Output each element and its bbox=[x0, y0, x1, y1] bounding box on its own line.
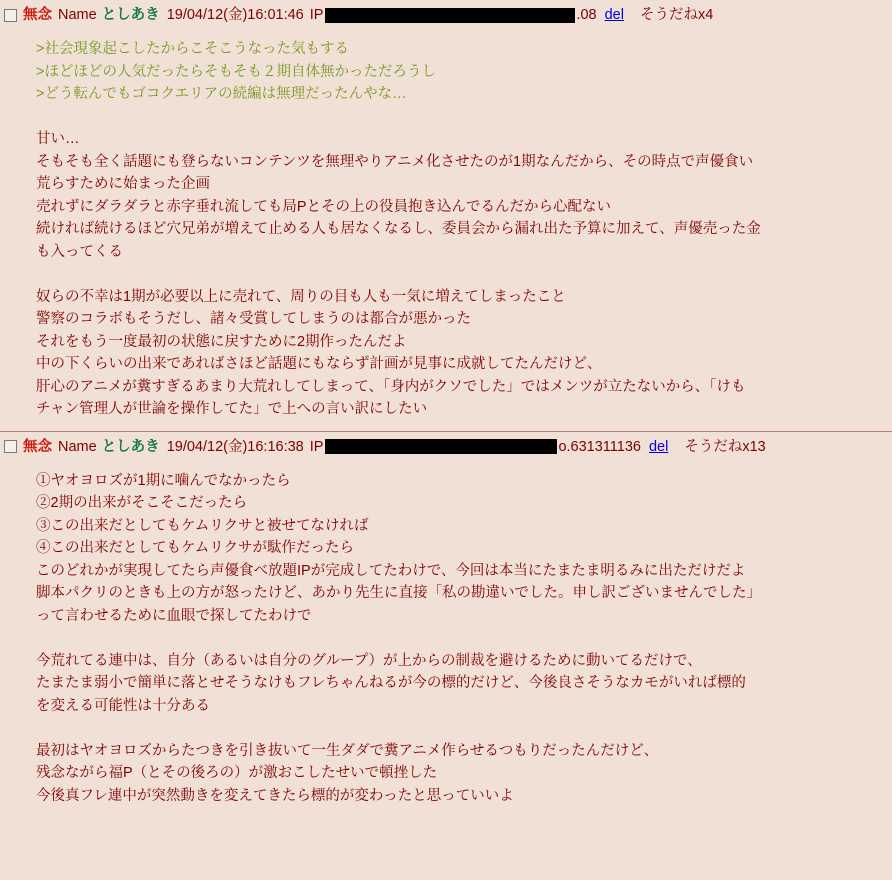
post-line: チャン管理人が世論を操作してた」で上への言い訳にしたい bbox=[36, 401, 428, 417]
post-line: 最初はヤオヨロズからたつきを引き抜いて一生ダダで糞アニメ作らせるつもりだったんだけど、 bbox=[36, 742, 659, 759]
post-line: >ほどほどの人気だったらそもそも２期自体無かっただろうし bbox=[36, 63, 436, 80]
post bbox=[0, 0, 892, 431]
post-line: ③この出来だとしてもケムリクサと被せてなければ bbox=[36, 517, 369, 534]
post-ip-tail: .08 bbox=[576, 7, 597, 23]
post-header bbox=[0, 432, 892, 460]
post-line: そもそも全く話題にも登らないコンテンツを無理やりアニメ化させたのが1期なんだから、その時点で声優食い bbox=[36, 153, 754, 170]
post-line: たまたま弱小で簡単に落とせそうなけもフレちゃんねるが今の標的だけど、今後良さそうなカモがいれば標的 bbox=[36, 675, 746, 691]
post-name-label: Name bbox=[58, 7, 97, 23]
post-datetime: 19/04/12(金)16:01:46 bbox=[166, 7, 304, 23]
post-line: 肝心のアニメが糞すぎるあまり大荒れしてしまって、「身内がクソでした」ではメンツが立たないから、「けも bbox=[36, 378, 746, 395]
post-line: を変える可能性は十分ある bbox=[36, 697, 210, 714]
post-line: それをもう一度最初の状態に戻すために2期作ったんだよ bbox=[36, 333, 407, 350]
post-line: >社会現象起こしたからこそこうなった気もする bbox=[36, 41, 349, 57]
post-line: 今荒れてる連中は、自分（あるいは自分のグループ）が上からの制裁を避けるために動いてるだけで、 bbox=[36, 652, 702, 669]
post-line: 荒らすために始まった企画 bbox=[36, 176, 210, 192]
post-line: ②2期の出来がそこそこだったら bbox=[36, 495, 248, 511]
post-blank-line bbox=[36, 627, 892, 650]
post-blank-line bbox=[36, 263, 892, 286]
checkbox-unchecked-icon[interactable] bbox=[4, 440, 17, 453]
post-line: ①ヤオヨロズが1期に噛んでなかったら bbox=[36, 472, 291, 489]
post-line: 奴らの不幸は1期が必要以上に売れて、周りの目も人も一気に増えてしまったこと bbox=[36, 288, 566, 305]
post-line: 中の下くらいの出来であればさほど話題にもならず計画が見事に成就してたんだけど、 bbox=[36, 356, 602, 372]
post-datetime: 19/04/12(金)16:16:38 bbox=[166, 438, 304, 455]
post-line: も入ってくる bbox=[36, 243, 123, 260]
post-blank-line bbox=[36, 106, 892, 129]
post-ip-tail: o.631311136 bbox=[558, 438, 641, 455]
post-blank-line bbox=[36, 717, 892, 740]
post-body bbox=[0, 28, 892, 431]
post-author: としあき bbox=[101, 438, 160, 455]
post-header bbox=[0, 0, 892, 28]
post-ip-label: IP bbox=[309, 438, 324, 455]
post-line: 続ければ続けるほど穴兄弟が増えて止める人も居なくなるし、委員会から漏れ出た予算に加えて、声優売った金 bbox=[36, 221, 761, 237]
post-author: としあき bbox=[101, 7, 160, 23]
post-subject: 無念 bbox=[23, 438, 52, 455]
post-line: このどれかが実現してたら声優食べ放題IPが完成してたわけで、今回は本当にたまたま明るみに出ただけだよ bbox=[36, 562, 746, 579]
sodane-counter[interactable]: そうだねx4 bbox=[639, 7, 714, 23]
ip-redaction-bar bbox=[325, 439, 557, 454]
post-line: ④この出来だとしてもケムリクサが駄作だったら bbox=[36, 540, 354, 556]
post-line: 甘い… bbox=[36, 131, 80, 147]
delete-link[interactable]: del bbox=[648, 438, 669, 455]
post-ip-label: IP bbox=[309, 7, 324, 23]
post-body bbox=[0, 460, 892, 818]
delete-link[interactable]: del bbox=[604, 7, 624, 23]
post-line: 売れずにダラダラと赤字垂れ流しても局Pとその上の役員抱き込んでるんだから心配ない bbox=[36, 198, 612, 215]
post-line: 警察のコラボもそうだし、諸々受賞してしまうのは都合が悪かった bbox=[36, 311, 471, 327]
post-line: って言わせるために血眼で探してたわけで bbox=[36, 607, 312, 624]
post-line: 脚本パクリのときも上の方が怒ったけど、あかり先生に直接「私の勘違いでした。申し訳ございませんでした」 bbox=[36, 585, 761, 601]
sodane-counter[interactable]: そうだねx13 bbox=[684, 438, 766, 455]
ip-redaction-bar bbox=[325, 8, 575, 23]
post-line: 残念ながら福P（とその後ろの）が激おこしたせいで頓挫した bbox=[36, 765, 438, 781]
checkbox-unchecked-icon[interactable] bbox=[4, 9, 17, 22]
post-line: >どう転んでもゴコクエリアの続編は無理だったんやな… bbox=[36, 86, 407, 102]
post-line: 今後真フレ連中が突然動きを変えてきたら標的が変わったと思っていいよ bbox=[36, 787, 514, 804]
post-name-label: Name bbox=[58, 438, 97, 455]
post-subject: 無念 bbox=[23, 7, 52, 23]
post bbox=[0, 432, 892, 818]
